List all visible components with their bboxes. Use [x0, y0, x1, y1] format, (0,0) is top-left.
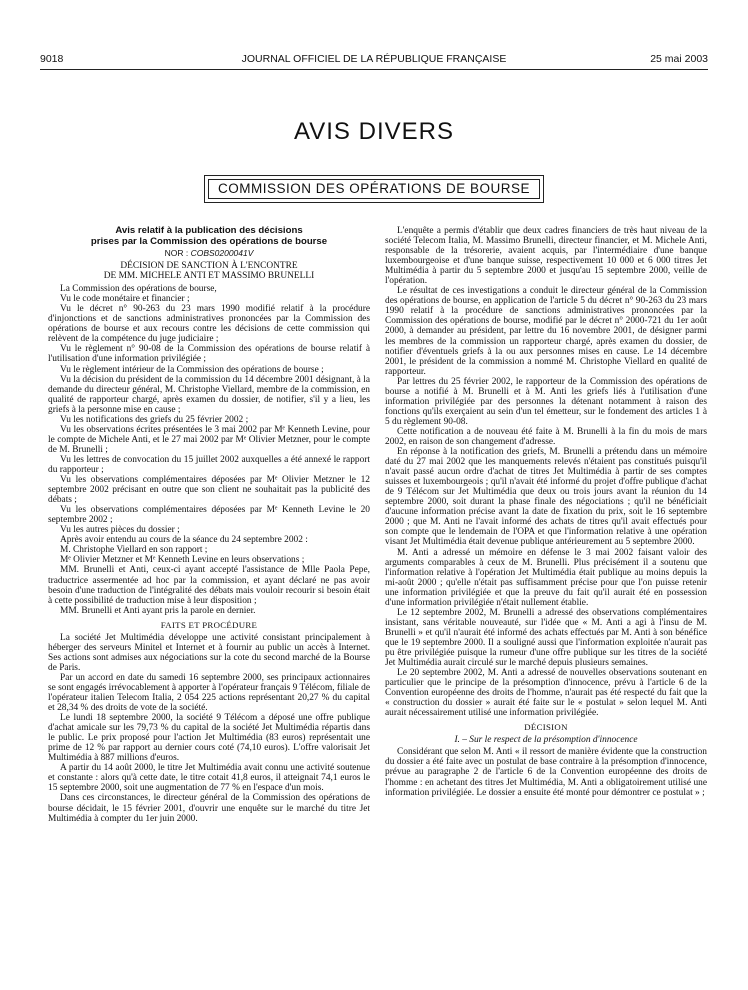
- paragraph: Cette notification a de nouveau été faite à M. Brunelli à la fin du mois de mars 2002, en raison de son changement d'adresse.: [385, 426, 707, 447]
- decision-heading: DÉCISION: [524, 722, 568, 733]
- left-column: [48, 226, 370, 824]
- paragraph: La Commission des opérations de bourse,: [60, 284, 217, 295]
- paragraph: Le lundi 18 septembre 2000, la société 9 Télécom a déposé une offre publique d'achat amicale sur les 79,73 % du capital de la société Jet Multimédia répartis dans le public. Le prix proposé pour l'action Jet Multimédia (83 euros) représentait une prime de 12 % par rapport au dernier cours coté (74,10 euros). L'offre valorisait Jet Multimédia à 887 millions d'euros.: [48, 713, 370, 764]
- presumption-subheading-text: I. – Sur le respect de la présomption d'innocence: [454, 735, 638, 746]
- paragraph: Vu le règlement n° 90-08 de la Commission des opérations de bourse relatif à l'utilisation d'une information privilégiée ;: [48, 344, 370, 365]
- section-title: AVIS DIVERS: [294, 118, 454, 145]
- commission-title: COMMISSION DES OPÉRATIONS DE BOURSE: [208, 179, 540, 199]
- paragraph: En réponse à la notification des griefs, M. Brunelli a prétendu dans un mémoire daté du 27 mai 2002 que les manquements relevés n'étaient pas constitués puisqu'il n'avait passé aucun ordre d'achat de titres Jet Multimédia à partir de ses comptes suisses et luxembourgeois ; qu'il n'avait été informé du projet d'offre publique d'achat de 9 Télécom sur Jet Multimédia que deux ou trois jours avant la réunion du 14 septembre 2000, soit durant la phase finale des négociations ; qu'il ne bénéficiait d'aucune information précise avant la date de fixation du prix, soit le 16 septembre 2000 ; que M. Anti ne l'avait informé des achats de titres qu'il avait effectués pour son compte que le lendemain de l'OPA et que l'information relative à une opération visant Jet Multimédia était devenue publique antérieurement au 5 septembre 2000.: [385, 447, 707, 548]
- paragraph: Par un accord en date du samedi 16 septembre 2000, ses principaux actionnaires se sont engagés irrévocablement à apporter à l'opérateur français 9 Télécom, filiale de l'opérateur italien Telecom Italia, 2 054 225 actions représentant 20,27 % du capital et 28,34 % des droits de vote de la société.: [48, 672, 370, 714]
- paragraph: Considérant que selon M. Anti « il ressort de manière évidente que la construction du dossier a été faite avec un postulat de base contraire à la présomption d'innocence, prévue au paragraphe 2 de l'article 6 de la Convention européenne des droits de l'homme : en achetant des titres Jet Multimédia, M. Anti a obligatoirement utilisé une information privilégiée. Le dossier a ensuite été monté pour démontrer ce postulat » ;: [385, 747, 707, 798]
- paragraph: Le 12 septembre 2002, M. Brunelli a adressé des observations complémentaires insistant, sans véritable nouveauté, sur l'idée que « M. Anti a agi à l'insu de M. Brunelli » et qu'il n'aurait été informé des achats effectués par M. Anti à son bénéfice que le 19 septembre 2000. Il a souligné aussi que l'information exploitée n'aurait pas pu être privilégiée puisque la rumeur d'une offre publique sur les titres de la société Jet Multimédia aurait circulé sur le marché depuis plusieurs semaines.: [385, 607, 707, 669]
- paragraph: Vu les observations complémentaires déposées par Mᵉ Kenneth Levine le 20 septembre 2002 ;: [48, 505, 370, 526]
- paragraph: Vu les observations écrites présentées le 3 mai 2002 par Mᵉ Kenneth Levine, pour le compte de Michele Anti, et le 27 mai 2002 par Mᵉ Olivier Metzner, pour le compte de M. Brunelli ;: [48, 424, 370, 455]
- paragraph: M. Christophe Viellard en son rapport ;: [60, 545, 208, 556]
- paragraph: Vu la décision du président de la commission du 14 décembre 2001 désignant, à la demande du directeur général, M. Christophe Viellard, membre de la commission, en qualité de rapporteur chargé, après examen du dossier, de notifier, s'il y a lieu, les griefs à la personne mise en cause ;: [48, 374, 370, 415]
- nor-label: NOR :: [164, 248, 191, 258]
- paragraph: Dans ces circonstances, le directeur général de la Commission des opérations de bourse décidait, le 15 février 2001, d'ouvrir une enquête sur le marché du titre Jet Multimédia à compter du 1er juin 2000.: [48, 793, 370, 824]
- paragraph: Après avoir entendu au cours de la séance du 24 septembre 2002 :: [60, 535, 308, 546]
- paragraph: MM. Brunelli et Anti, ceux-ci ayant accepté l'assistance de Mlle Paola Pepe, traductrice assermentée ad hoc par la commission, et ayant déclaré ne pas avoir besoin d'une traduction de l'intégralité des débats mais vouloir recourir si besoin était à cette possibilité de traduction mise à leur disposition ;: [48, 565, 370, 606]
- nor-code: COBS0200041V: [190, 248, 254, 258]
- paragraph: Le 20 septembre 2002, M. Anti a adressé de nouvelles observations soutenant en particulier que le principe de la présomption d'innocence, prévu à l'article 6 de la Convention européenne des droits de l'homme, n'aurait pas été respecté du fait que la « construction du dossier » aurait été faite sur le « postulat » selon lequel M. Anti aurait nécessairement utilisé une information privilégiée.: [385, 668, 707, 719]
- procedure-block: [385, 226, 707, 718]
- avis-title-line-2: prises par la Commission des opérations de bourse: [90, 235, 328, 247]
- considerant-block: [385, 747, 707, 797]
- paragraph: L'enquête a permis d'établir que deux cadres financiers de très haut niveau de la société Telecom Italia, M. Massimo Brunelli, directeur financier, et M. Michele Anti, responsable de la trésorerie, avaient acquis, par l'intermédiaire d'une banque luxembourgeoise et d'une banque suisse, respectivement 10 000 et 6 000 titres Jet Multimédia à partir du 5 septembre 2000 et jusqu'au 15 septembre 2000, veille de l'opération.: [385, 226, 707, 287]
- paragraph: Vu les lettres de convocation du 15 juillet 2002 auxquelles a été annexé le rapport du rapporteur ;: [48, 454, 370, 475]
- paragraph: A partir du 14 août 2000, le titre Jet Multimédia avait connu une activité soutenue et constante : alors qu'à cette date, le titre cotait 41,8 euros, il atteignait 74,1 euros le 15 septembre 2000, soit une augmentation de 77 % en l'espace d'un mois.: [48, 763, 370, 794]
- paragraph: Le résultat de ces investigations a conduit le directeur général de la Commission des opérations de bourse, en application de l'article 5 du décret n° 90-263 du 23 mars 1990 relatif à la procédure de sanctions administratives prononcées par la Commission des opérations de bourse, modifié par le décret n° 2000-721 du 1er août 2000, à demander au président, par lettre du 16 novembre 2001, de désigner parmi les membres de la commission un rapporteur chargé, après examen du dossier, de notifier d'éventuels griefs à la ou aux personnes mises en cause. Le 14 décembre 2001, le président de la commission a nommé M. Christophe Viellard en qualité de rapporteur.: [385, 286, 707, 377]
- paragraph: Vu les observations complémentaires déposées par Mᵉ Olivier Metzner le 12 septembre 2002 précisant en outre que son client ne souhaitait pas la publicité des débats ;: [48, 475, 370, 506]
- paragraph: Vu les autres pièces du dossier ;: [60, 525, 180, 536]
- avis-title-line-1: Avis relatif à la publication des décisions: [115, 225, 303, 236]
- journal-title: JOURNAL OFFICIEL DE LA RÉPUBLIQUE FRANÇAISE: [241, 53, 507, 65]
- paragraph: Vu les notifications des griefs du 25 février 2002 ;: [60, 414, 249, 425]
- header-rule: [40, 69, 708, 70]
- nor-reference: [48, 248, 370, 258]
- faits-block: [48, 633, 370, 824]
- presumption-subheading: [385, 735, 707, 745]
- paragraph: Par lettres du 25 février 2002, le rapporteur de la Commission des opérations de bourse a notifié à M. Brunelli et à M. Anti les griefs liés à l'utilisation d'une information privilégiée par des personnes la détenant notamment à raison des fonctions qu'ils exerçaient au sein d'un tel émetteur, sur le fondement des articles 1 à 5 du règlement 90-08.: [385, 376, 707, 427]
- decision-heading-line-1: DÉCISION DE SANCTION À L'ENCONTRE: [120, 261, 298, 272]
- paragraph: Mᵉ Olivier Metzner et Mᵉ Kenneth Levine en leurs observations ;: [60, 555, 305, 566]
- issue-date: 25 mai 2003: [650, 53, 708, 65]
- paragraph: Vu le code monétaire et financier ;: [60, 294, 190, 305]
- faits-heading: FAITS ET PROCÉDURE: [160, 619, 258, 630]
- paragraph: Vu le décret n° 90-263 du 23 mars 1990 modifié relatif à la procédure d'injonctions et de sanctions administratives prononcées par la Commission des opérations de bourse et aux recours contre les décisions de cette commission qui relèvent de la compétence du juge judiciaire ;: [48, 304, 370, 345]
- paragraph: La société Jet Multimédia développe une activité consistant principalement à héberger des serveurs Minitel et Internet et à fournir au public un accès à Internet. Ses actions sont admises aux négociations sur la cote du second marché de la Bourse de Paris.: [48, 632, 370, 673]
- paragraph: M. Anti a adressé un mémoire en défense le 3 mai 2002 faisant valoir des arguments comparables à ceux de M. Brunelli. Plus précisément il a soutenu que l'information relative à l'opération Jet Multimédia était publique au moins depuis la mi-août 2000 ; qu'elle n'était pas suffisamment précise pour que l'on puisse retenir une information privilégiée et que la preuve du fait qu'il aurait été en possession d'une information privilégiée n'était nullement établie.: [385, 547, 707, 608]
- right-column: [385, 226, 707, 798]
- decision-heading-line-2: DE MM. MICHELE ANTI ET MASSIMO BRUNELLI: [103, 271, 315, 282]
- commission-box: [204, 175, 544, 203]
- running-header: [40, 53, 708, 67]
- visas-block: [48, 284, 370, 616]
- page-number: 9018: [40, 53, 64, 65]
- paragraph: Vu le règlement intérieur de la Commission des opérations de bourse ;: [60, 364, 324, 375]
- paragraph: MM. Brunelli et Anti ayant pris la parole en dernier.: [60, 605, 256, 616]
